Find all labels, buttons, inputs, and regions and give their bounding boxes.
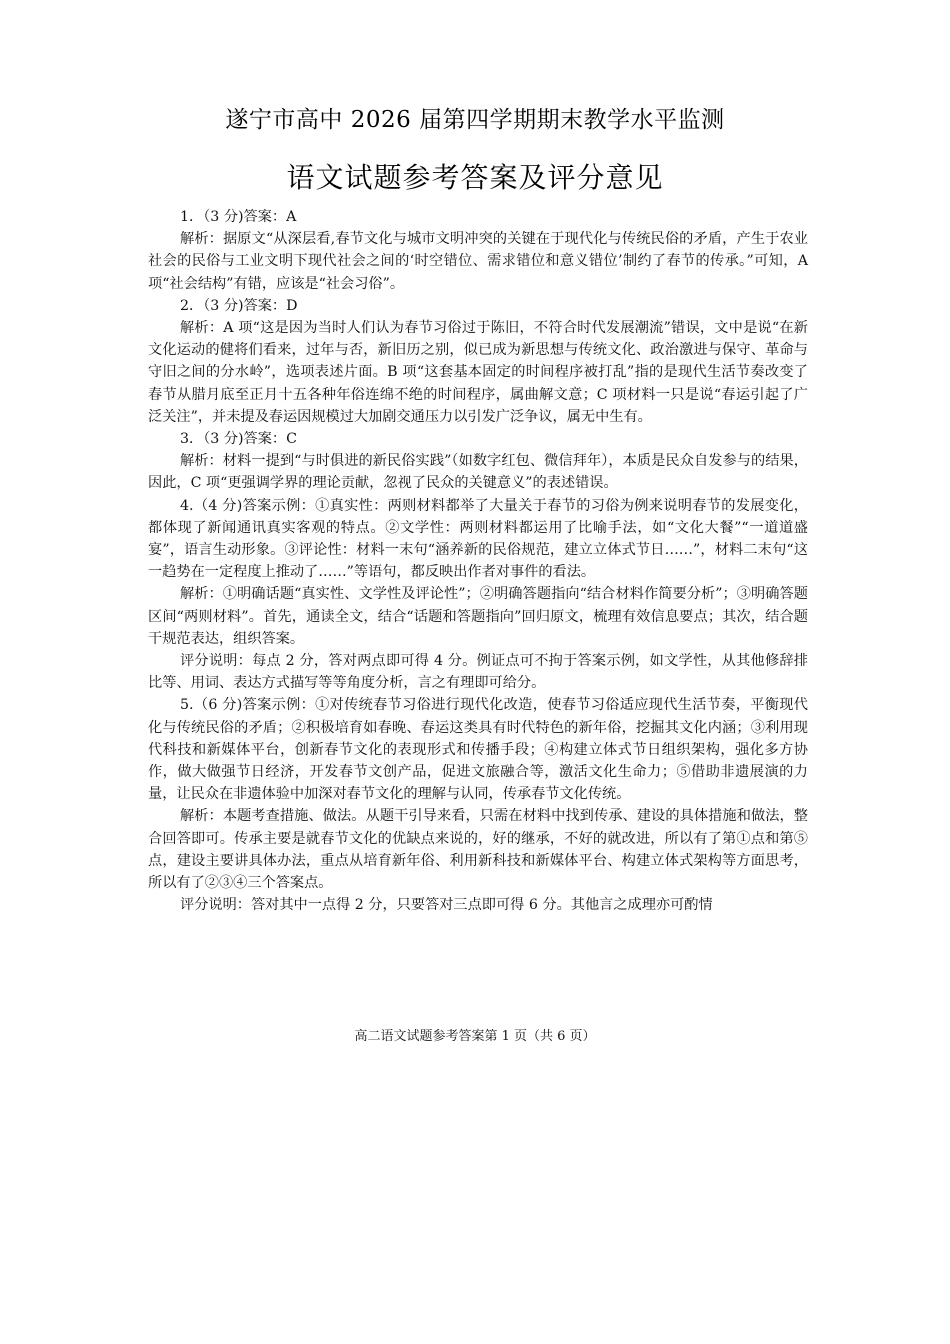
analysis-2: 解析：A 项“这是因为当时人们认为春节习俗过于陈旧，不符合时代发展潮流”错误，文中是说“在新文化运动的健将们看来，过年与否，新旧历之别，似已成为新思想与传统文化、政治激进与保守、革命与守旧之间的分水岭”，选项表述片面。B 项“这套基本固定的时间程序被打乱”指的是现代生活节奏改变了春节从腊月底至正月十五各种年俗连绵不绝的时间程序，属曲解文意；C 项材料一只是说“春运引起了广泛关注”，并未提及春运因规模过大加剧交通压力以引发广泛争议，属无中生有。 <box>148 320 808 425</box>
exam-title: 遂宁市高中 2026 届第四学期期末教学水平监测 <box>225 107 725 133</box>
scoring-note-5: 评分说明：答对其中一点得 2 分，只要答对三点即可得 6 分。其他言之成理亦可酌情 <box>180 897 713 914</box>
analysis-4: 解析：①明确话题“真实性、文学性及评论性”；②明确答题指向“结合材料作简要分析”；③明确答题区间“两则材料”。首先，通读全文，结合“话题和答题指向”回归原文，梳理有效信息要点；其次，结合题干规范表达，组织答案。 <box>148 586 808 647</box>
answer-4: 4.（4 分)答案示例：①真实性：两则材料都举了大量关于春节的习俗为例来说明春节的发展变化，都体现了新闻通讯真实客观的特点。②文学性：两则材料都运用了比喻手法，如“文化大餐”“一道道盛宴”，语言生动形象。③评论性：材料一末句“涵养新的民俗规范，建立立体式节日……”，材料二末句“这一趋势在一定程度上推动了……”等语句，都反映出作者对事件的看法。 <box>148 497 808 581</box>
document-title: 语文试题参考答案及评分意见 <box>286 161 664 194</box>
answer-content <box>148 206 808 917</box>
analysis-1: 解析：据原文“从深层看,春节文化与城市文明冲突的关键在于现代化与传统民俗的矛盾，产生于农业社会的民俗与工业文明下现代社会之间的‘时空错位、需求错位和意义错位’制约了春节的传承。”可知，A 项“社会结构”有错，应该是“社会习俗”。 <box>148 231 808 292</box>
page-footer: 高二语文试题参考答案第 1 页（共 6 页） <box>354 1029 596 1044</box>
analysis-3: 解析：材料一提到“与时俱进的新民俗实践”（如数字红包、微信拜年），本质是民众自发参与的结果，因此，C 项“更强调学界的理论贡献，忽视了民众的关键意义”的表述错误。 <box>148 453 808 492</box>
answer-5: 5.（6 分)答案示例：①对传统春节习俗进行现代化改造，使春节习俗适应现代生活节奏，平衡现代化与传统民俗的矛盾；②积极培育如春晚、春运这类具有时代特色的新年俗，挖掘其文化内涵；③利用现代科技和新媒体平台，创新春节文化的表现形式和传播手段；④构建立体式节日组织架构，强化多方协作，做大做强节日经济，开发春节文创产品，促进文旅融合等，激活文化生命力；⑤借助非遗展演的力量，让民众在非遗体验中加深对春节文化的理解与认同，传承春节文化传统。 <box>148 697 808 803</box>
answer-1: 1．（3 分)答案：A <box>180 209 297 225</box>
scoring-note-4: 评分说明：每点 2 分，答对两点即可得 4 分。例证点可不拘于答案示例，如文学性，从其他修辞排比等、用词、表达方式描写等等角度分析，言之有理即可给分。 <box>148 653 808 692</box>
answer-3: 3．（3 分)答案：C <box>180 431 297 448</box>
answer-2: 2．（3 分)答案：D <box>180 297 298 314</box>
analysis-5: 解析：本题考查措施、做法。从题干引导来看，只需在材料中找到传承、建设的具体措施和做法，整合回答即可。传承主要是就春节文化的优缺点来说的，好的继承，不好的就改进，所以有了第①点和第⑤点，建设主要讲具体办法，重点从培育新年俗、利用新科技和新媒体平台、构建立体式架构等方面思考，所以有了②③④三个答案点。 <box>148 808 808 892</box>
